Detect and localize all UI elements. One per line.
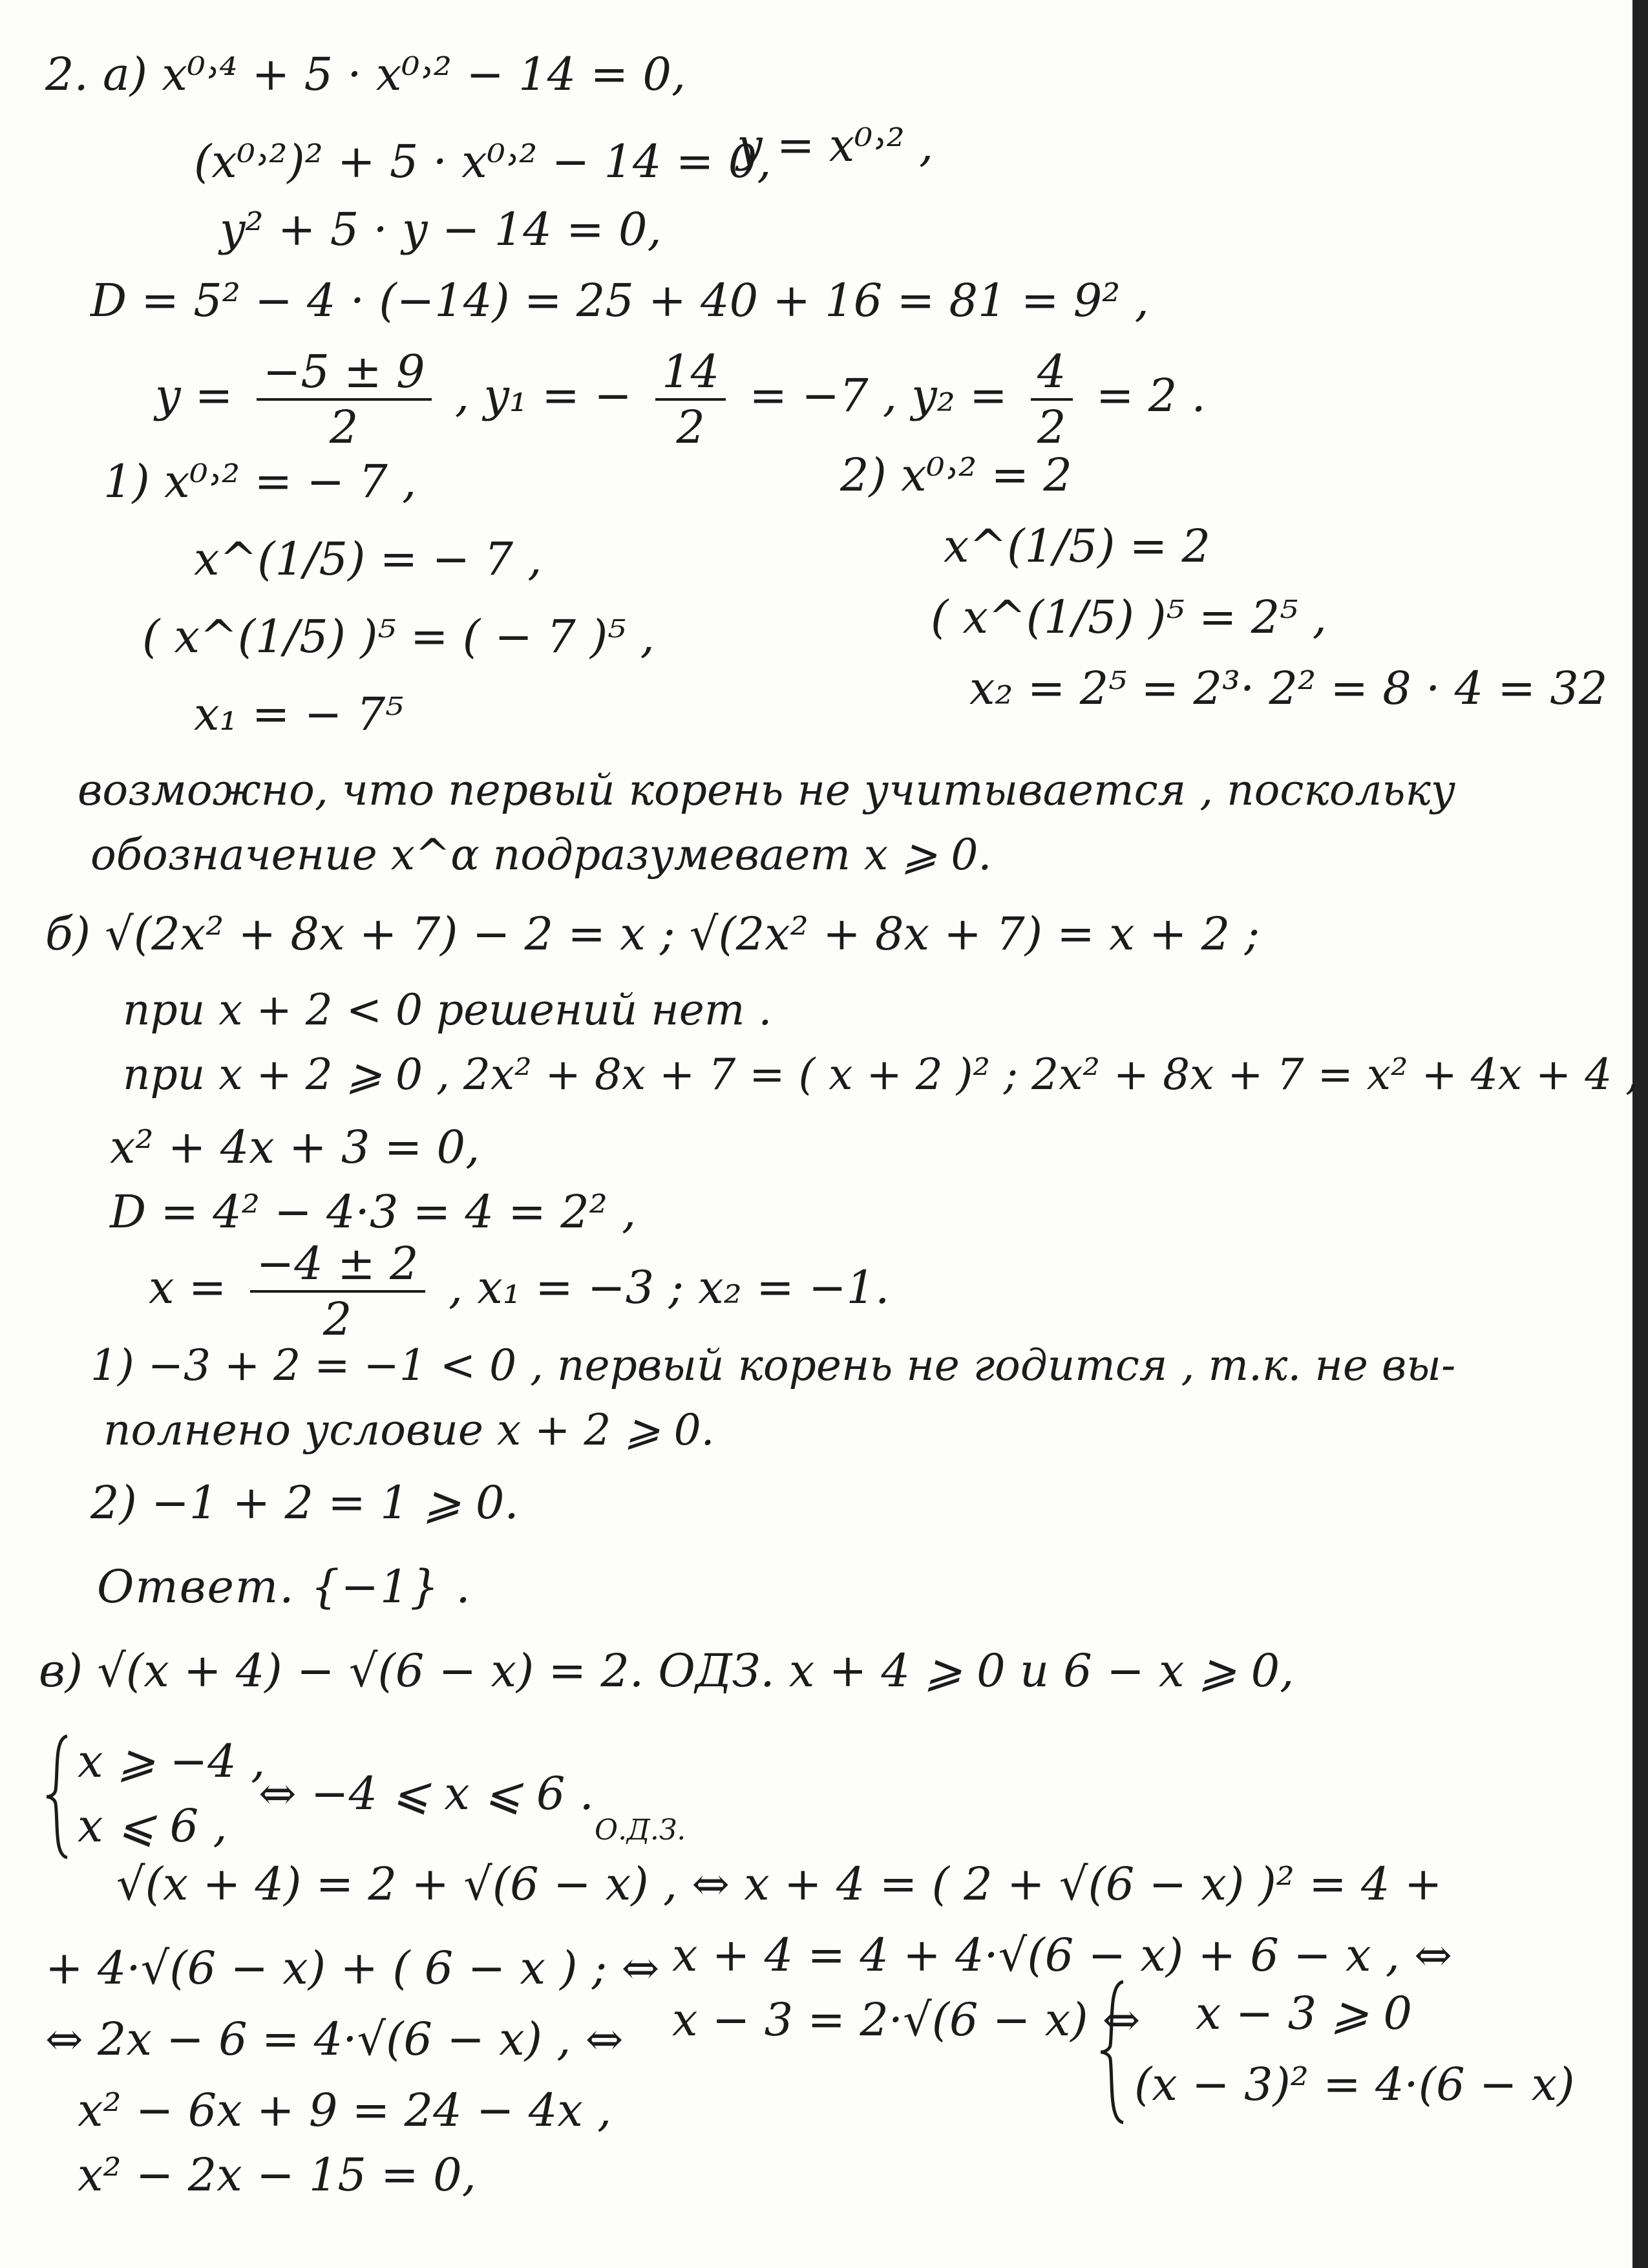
line-task-b-equation: б) √(2x² + 8x + 7) − 2 = x ; √(2x² + 8x + 7) = x + 2 ; <box>45 907 1260 960</box>
c-system-condition-2: (x − 3)² = 4·(6 − x) <box>1134 2058 1575 2111</box>
odz-condition-1: x ⩾ −4 , <box>78 1735 266 1788</box>
line-case2-root-form: x^(1/5) = 2 <box>944 520 1211 573</box>
roots-y-fraction <box>257 345 432 454</box>
line-case1-root-form: x^(1/5) = − 7 , <box>194 533 542 586</box>
line-b-check-1-cont: полнено условие x + 2 ⩾ 0. <box>103 1405 715 1455</box>
fraction-denominator: 2 <box>1037 401 1066 454</box>
line-b-check-1: 1) −3 + 2 = −1 < 0 , первый корень не годится , т.к. не вы- <box>90 1341 1456 1390</box>
line-b-discriminant: D = 4² − 4·3 = 4 = 2² , <box>110 1185 637 1238</box>
c-system-condition-1: x − 3 ⩾ 0 <box>1196 1987 1412 2040</box>
root-y1-label: , y₁ = − <box>454 369 632 422</box>
line-case1-power: ( x^(1/5) )⁵ = ( − 7 )⁵ , <box>142 610 655 663</box>
line-quadratic-y: y² + 5 · y − 14 = 0, <box>220 203 662 256</box>
line-c-isolate: √(x + 4) = 2 + √(6 − x) , ⇔ x + 4 = ( 2 + √(6 − x) )² = 4 + <box>116 1858 1442 1911</box>
fraction-denominator: 2 <box>676 401 705 454</box>
line-case2-start: 2) x⁰˒² = 2 <box>840 449 1072 502</box>
roots-y-label: y = <box>155 369 233 422</box>
fraction-denominator: 2 <box>329 401 359 454</box>
root-y2-label: = −7 , y₂ = <box>749 369 1008 422</box>
line-b-answer: Ответ. {−1} . <box>97 1560 472 1613</box>
line-c-expand-cont: + 4·√(6 − x) + ( 6 − x ) ; ⇔ <box>45 1942 660 1995</box>
roots-x-fraction <box>250 1237 425 1346</box>
scan-edge <box>1632 0 1648 2268</box>
line-c-simplify: ⇔ 2x − 6 = 4·√(6 − x) , ⇔ <box>45 2013 624 2066</box>
odz-interval: ⇔ −4 ⩽ x ⩽ 6 . <box>259 1767 594 1820</box>
line-task-c-equation: в) √(x + 4) − √(6 − x) = 2. ОДЗ. x + 4 ⩾ 0 и 6 − x ⩾ 0, <box>39 1644 1294 1697</box>
line-substitution-y: y = x⁰˒² , <box>737 119 934 172</box>
line-c-simplify-right: x − 3 = 2·√(6 − x) ⇔ <box>672 1993 1141 2046</box>
roots-x-values: , x₁ = −3 ; x₂ = −1. <box>448 1261 890 1314</box>
fraction-numerator: 14 <box>655 349 726 401</box>
line-b-quadratic: x² + 4x + 3 = 0, <box>110 1121 480 1174</box>
line-case1-start: 1) x⁰˒² = − 7 , <box>103 455 417 508</box>
line-case2-result: x₂ = 2⁵ = 2³· 2² = 8 · 4 = 32 <box>969 662 1608 715</box>
line-roots-y <box>155 345 1206 454</box>
line-c-quadratic: x² − 2x − 15 = 0, <box>78 2148 476 2201</box>
left-brace-icon <box>45 1732 71 1861</box>
fraction-denominator: 2 <box>322 1293 352 1346</box>
odz-arrow-label: О.Д.З. <box>595 1814 686 1847</box>
left-brace-icon <box>1099 1978 1127 2126</box>
line-b-roots <box>149 1237 890 1346</box>
root-y2-value: = 2 . <box>1095 369 1206 422</box>
root-y1-fraction <box>655 345 726 454</box>
line-c-squared: x² − 6x + 9 = 24 − 4x , <box>78 2084 612 2137</box>
c-system <box>1099 1978 1616 2133</box>
root-y2-fraction <box>1031 345 1073 454</box>
fraction-numerator: −4 ± 2 <box>250 1241 425 1293</box>
fraction-numerator: −5 ± 9 <box>257 349 432 401</box>
line-case2-power: ( x^(1/5) )⁵ = 2⁵ , <box>931 591 1327 644</box>
line-task-a-equation: 2. а) x⁰˒⁴ + 5 · x⁰˒² − 14 = 0, <box>45 48 686 101</box>
roots-x-label: x = <box>149 1261 227 1314</box>
line-substitution-square: (x⁰˒²)² + 5 · x⁰˒² − 14 = 0, <box>194 135 772 188</box>
fraction-numerator: 4 <box>1031 349 1073 401</box>
line-remark-2: обозначение x^α подразумевает x ⩾ 0. <box>90 830 992 880</box>
line-discriminant-a: D = 5² − 4 · (−14) = 25 + 40 + 16 = 81 = 9² , <box>90 274 1149 327</box>
line-remark-1: возможно, что первый корень не учитывается , поскольку <box>78 765 1456 815</box>
line-b-case-nonnegative: при x + 2 ⩾ 0 , 2x² + 8x + 7 = ( x + 2 )² ; 2x² + 8x + 7 = x² + 4x + 4 , <box>123 1050 1640 1099</box>
line-b-check-2: 2) −1 + 2 = 1 ⩾ 0. <box>90 1476 519 1529</box>
line-c-expand-right: x + 4 = 4 + 4·√(6 − x) + 6 − x , ⇔ <box>672 1929 1452 1982</box>
odz-condition-2: x ⩽ 6 , <box>78 1799 227 1852</box>
line-case1-result: x₁ = − 7⁵ <box>194 688 404 741</box>
line-b-case-negative: при x + 2 < 0 решений нет . <box>123 985 772 1035</box>
